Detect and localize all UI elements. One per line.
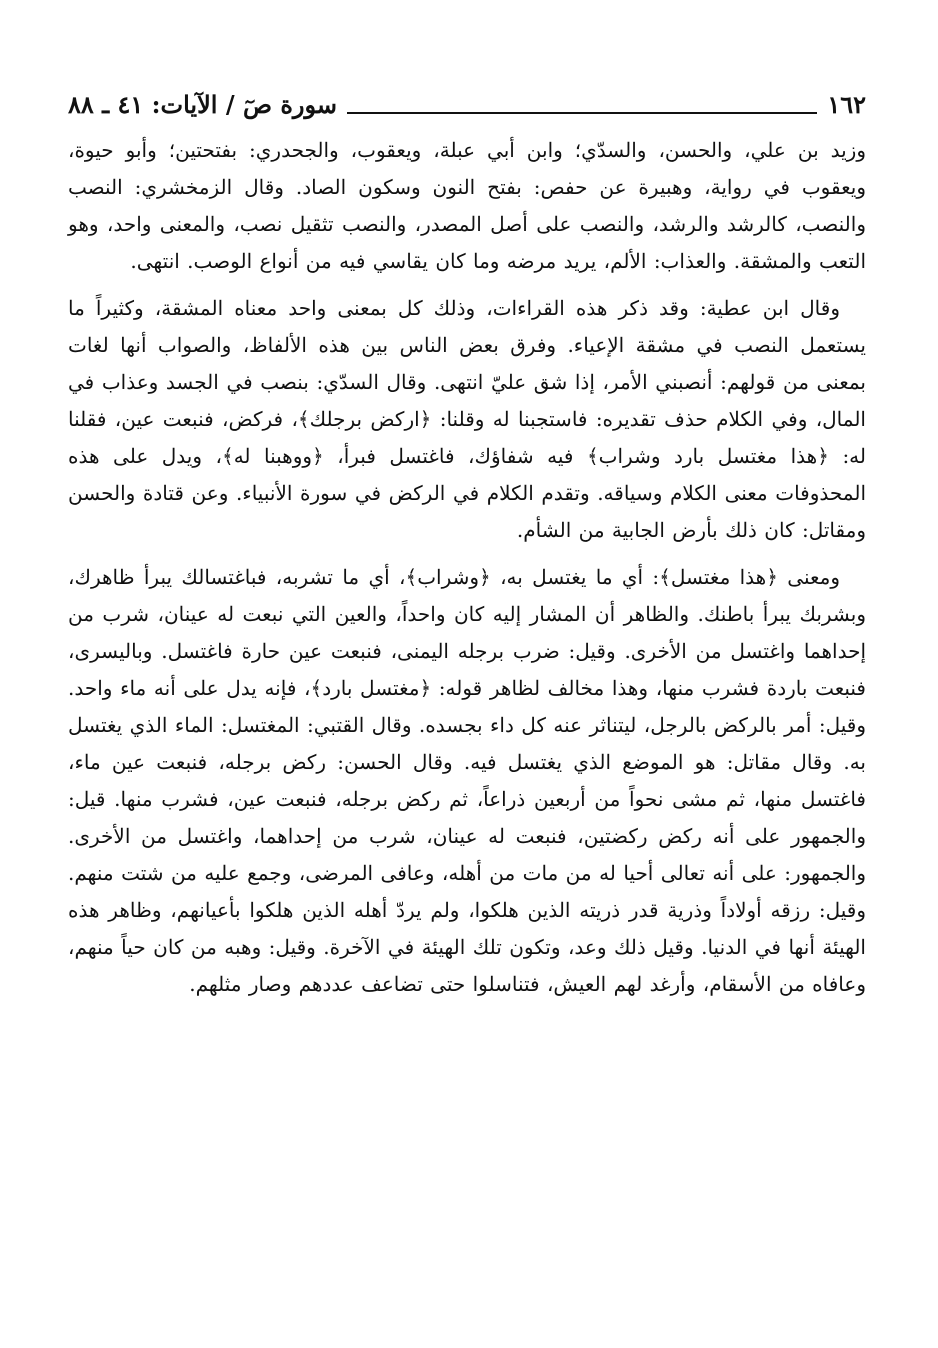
page-header: [68, 88, 866, 122]
paragraph-2: وقال ابن عطية: وقد ذكر هذه القراءات، وذلك كل بمعنى واحد معناه المشقة، وكثيراً ما يستعمل النصب في مشقة الإعياء. وفرق بعض الناس بين هذه الألفاظ، والصواب أنها لغات بمعنى من قولهم: أنصبني الأمر، إذا شق عليّ انتهى. وقال السدّي: بنصب في الجسد وعذاب في المال، وفي الكلام حذف تقديره: فاستجبنا له وقلنا: ﴿اركض برجلك﴾، فركض، فنبعت عين، فقلنا له: ﴿هذا مغتسل بارد وشراب﴾ فيه شفاؤك، فاغتسل فبرأ، ﴿ووهبنا له﴾، ويدل على هذه المحذوفات معنى الكلام وسياقه. وتقدم الكلام في الركض في سورة الأنبياء. وعن قتادة والحسن ومقاتل: كان ذلك بأرض الجابية من الشأم.: [68, 296, 866, 542]
page-number: ١٦٢: [827, 90, 866, 119]
paragraph-1: وزيد بن علي، والحسن، والسدّي؛ وابن أبي عبلة، ويعقوب، والجحدري: بفتحتين؛ وأبو حيوة، ويعقوب في رواية، وهبيرة عن حفص: بفتح النون وسكون الصاد. وقال الزمخشري: النصب والنصب، كالرشد والرشد، والنصب على أصل المصدر، والنصب تثقيل نصب، والمعنى واحد، وهو التعب والمشقة. والعذاب: الألم، يريد مرضه وما كان يقاسي فيه من أنواع الوصب. انتهى.: [68, 138, 866, 273]
running-title: سورة صٓ / الآيات: ٤١ ـ ٨٨: [68, 90, 337, 119]
paragraph-3: ومعنى ﴿هذا مغتسل﴾: أي ما يغتسل به، ﴿وشراب﴾، أي ما تشربه، فباغتسالك يبرأ ظاهرك، وبشربك يبرأ باطنك. والظاهر أن المشار إليه كان واحداً، والعين التي نبعت له عينان، شرب من إحداهما واغتسل من الأخرى. وقيل: ضرب برجله اليمنى، فنبعت عين حارة فاغتسل. وباليسرى، فنبعت باردة فشرب منها، وهذا مخالف لظاهر قوله: ﴿مغتسل بارد﴾، فإنه يدل على أنه ماء واحد. وقيل: أمر بالركض بالرجل، ليتناثر عنه كل داء بجسده. وقال القتبي: المغتسل: الماء الذي يغتسل به. وقال مقاتل: هو الموضع الذي يغتسل فيه. وقال الحسن: ركض برجله، فنبعت عين ماء، فاغتسل منها، ثم مشى نحواً من أربعين ذراعاً، ثم ركض برجله، فنبعت عين، فشرب منها. قيل: والجمهور على أنه ركض ركضتين، فنبعت له عينان، شرب من إحداهما، واغتسل من الأخرى. والجمهور: على أنه تعالى أحيا له من مات من أهله، وعافى المرضى، وجمع عليه من شتت منهم. وقيل: رزقه أولاداً وذرية قدر ذريته الذين هلكوا، ولم يردّ أهله الذين هلكوا بأعيانهم، وظاهر هذه الهيئة أنها في الدنيا. وقيل ذلك وعد، وتكون تلك الهيئة في الآخرة. وقيل: وهبه من كان حياً منهم، وعافاه من الأسقام، وأرغد لهم العيش، فتناسلوا حتى تضاعف عددهم وصار مثلهم.: [68, 565, 866, 996]
header-rule: [347, 112, 817, 114]
book-page: [68, 88, 866, 1003]
